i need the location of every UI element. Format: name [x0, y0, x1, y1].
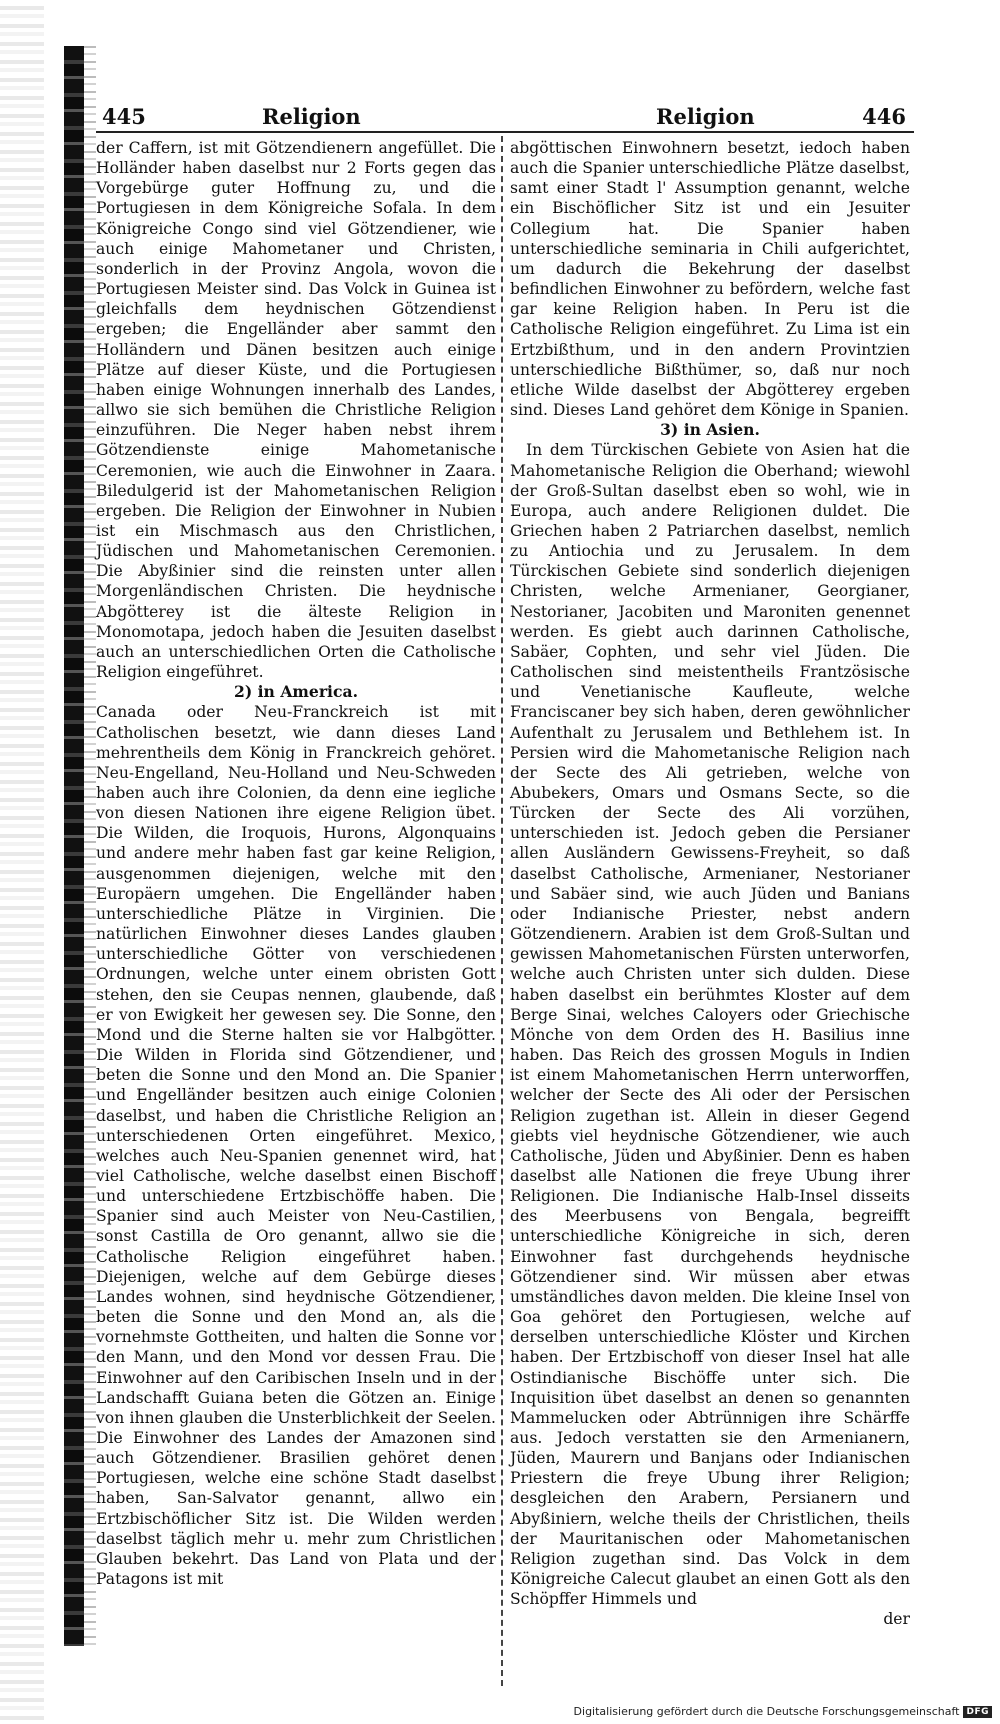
digitization-footer — [574, 1705, 992, 1718]
section-heading-america: 2) in America. — [233, 682, 359, 702]
right-paragraph-america: abgöttischen Einwohnern besetzt, iedoch haben auch die Spanier unterschiedliche Plätze daselbst, samt einer Stadt l' Assumption genannt, welche ein Bischöflicher Sitz ist und ein Jesuiter Collegium hat. Die Spanier haben unterschiedliche seminaria in Chili aufgerichtet, um dadurch die Bekehrung der daselbst befindlichen Einwohner zu befördern, welche fast gar keine Religion haben. In Peru ist die Catholische Religion eingeführet. Zu Lima ist ein Ertzbißthum, und in den andern Provintzien unterschiedliche Bißthümer, so, daß nur noch etliche Wilde daselbst der Abgötterey ergeben sind. Dieses Land gehöret dem Könige in Spanien. — [510, 139, 910, 420]
page-number-right: 446 — [862, 104, 906, 129]
dfg-logo: DFG — [963, 1706, 992, 1718]
running-title-right: Religion — [656, 104, 755, 129]
running-title-left: Religion — [262, 104, 361, 129]
footer-credit: Digitalisierung gefördert durch die Deutsche Forschungsgemeinschaft — [573, 1705, 960, 1718]
binding-spine — [64, 46, 84, 1646]
page-edge-shadow — [0, 0, 44, 1724]
left-paragraph-america: Canada oder Neu-Franckreich ist mit Catholischen besetzt, wie dann dieses Land mehrentheils dem König in Franckreich gehöret. Neu-Engelland, Neu-Holland und Neu-Schweden haben auch ihre Colonien, da denn eine iegliche von diesen Nationen ihre eigene Religion übet. Die Wilden, die Iroquois, Hurons, Algonquains und andere mehr haben fast gar keine Religion, ausgenommen diejenigen, welche mit den Europäern umgehen. Die Engelländer haben unterschiedliche Plätze in Virginien. Die natürlichen Einwohner dieses Landes glauben unterschiedliche Götter von verschiedenen Ordnungen, welche unter einem obristen Gott stehen, den sie Ceupas nennen, glaubende, daß er von Ewigkeit her gewesen sey. Die Sonne, den Mond und die Sterne halten sie vor Halbgötter. Die Wilden in Florida sind Götzendiener, und beten die Sonne und den Mond an. Die Spanier und Engelländer besitzen auch einige Colonien daselbst, und haben die Christliche Religion an unterschiedenen Orten eingeführet. Mexico, welches auch Neu-Spanien genennet wird, hat viel Catholische, welche daselbst einen Bischoff und unterschiedene Ertzbischöffe haben. Die Spanier sind auch Meister von Neu-Castilien, sonst Castilla de Oro genannt, allwo sie die Catholische Religion eingeführet haben. Diejenigen, welche auf dem Gebürge dieses Landes wohnen, sind heydnische Götzendiener, beten die Sonne und den Mond an, als die vornehmste Gottheiten, und halten die Sonne vor den Mann, und den Mond vor dessen Frau. Die Einwohner auf den Caribischen Inseln und in der Landschafft Guiana beten die Götzen an. Einige von ihnen glauben die Unsterblichkeit der Seelen. Die Einwohner des Landes der Amazonen sind auch Götzendiener. Brasilien gehöret denen Portugiesen, welche eine schöne Stadt daselbst haben, San-Salvator genannt, allwo ein Ertzbischöflicher Sitz ist. Die Wilden werden daselbst täglich mehr u. mehr zum Christlichen Glauben bekehrt. Das Land von Plata und der Patagons ist mit — [96, 703, 496, 1589]
right-column — [510, 138, 910, 1630]
binding-edge — [84, 46, 96, 1646]
column-divider — [501, 136, 503, 1686]
section-heading-asia: 3) in Asien. — [660, 420, 760, 440]
header-rule — [96, 131, 914, 133]
catchword: der — [883, 1610, 910, 1629]
page-number-left: 445 — [102, 104, 146, 129]
left-paragraph-africa: der Caffern, ist mit Götzendienern angefüllet. Die Holländer haben daselbst nur 2 Forts gegen das Vorgebürge guter Hoffnung zu, und die Portugiesen in dem Königreiche Sofala. In dem Königreiche Congo sind viel Götzendiener, wie auch einige Mahometaner und Christen, sonderlich in der Provinz Angola, wovon die Portugiesen Meister sind. Das Volck in Guinea ist gleichfalls dem heydnischen Götzendienst ergeben; die Engelländer aber sammt den Holländern und Dänen besitzen auch einige Plätze auf dieser Küste, und die Portugiesen haben einige Wohnungen innerhalb des Landes, allwo sie sich bemühen die Christliche Religion einzuführen. Die Neger haben nebst ihrem Götzendienste einige Mahometanische Ceremonien, wie auch die Einwohner in Zaara. Biledulgerid ist der Mahometanischen Religion ergeben. Die Religion der Einwohner in Nubien ist ein Mischmasch aus den Christlichen, Jüdischen und Mahometanischen Ceremonien. Die Abyßinier sind die reinsten unter allen Morgenländischen Christen. Die heydnische Abgötterey ist die älteste Religion in Monomotapa, jedoch haben die Jesuiten daselbst auch an unterschiedlichen Orten die Catholische Religion eingeführet. — [96, 139, 496, 682]
right-paragraph-asia: In dem Türckischen Gebiete von Asien hat die Mahometanische Religion die Oberhand; wiewohl der Groß-Sultan daselbst eben so wohl, wie in Europa, auch andere Religionen duldet. Die Griechen haben 2 Patriarchen daselbst, nemlich zu Antiochia und zu Jerusalem. In dem Türckischen Gebiete sind sonderlich diejenigen Christen, welche Armenianer, Georgianer, Nestorianer, Jacobiten und Maroniten genennet werden. Es giebt auch darinnen Catholische, Sabäer, Cophten, und sehr viel Jüden. Die Catholischen sind meistentheils Frantzösische und Venetianische Kaufleute, welche Franciscaner bey sich haben, deren gewöhnlicher Aufenthalt zu Jerusalem und Bethlehem ist. In Persien wird die Mahometanische Religion nach der Secte des Ali getrieben, welche von Abubekers, Omars und Osmans Secte, so die Türcken der Secte des Ali vorzühen, unterschieden ist. Jedoch geben die Persianer allen Ausländern Gewissens-Freyheit, so daß daselbst Catholische, Armenianer, Nestorianer und Sabäer sind, wie auch Jüden und Banians oder Indianische Priester, nebst andern Götzendienern. Arabien ist dem Groß-Sultan und gewissen Mahometanischen Fürsten unterworfen, welche auch Christen unter sich dulden. Diese haben daselbst ein berühmtes Kloster auf dem Berge Sinai, welches Caloyers oder Griechische Mönche von dem Orden des H. Basilius inne haben. Das Reich des grossen Moguls in Indien ist einem Mahometanischen Herrn unterworffen, welcher der Secte des Ali oder der Persischen Religion zugethan ist. Allein in dieser Gegend giebts viel heydnische Götzendiener, wie auch Catholische, Jüden und Abyßinier. Denn es haben daselbst alle Nationen die freye Ubung ihrer Religionen. Die Indianische Halb-Insel disseits des Meerbusens von Bengala, begreifft unterschiedliche Königreiche in sich, deren Einwohner fast durchgehends heydnische Götzendiener sind. Wir müssen aber etwas umständliches davon melden. Die kleine Insel von Goa gehöret den Portugiesen, welche auf derselben unterschiedliche Klöster und Kirchen haben. Der Ertzbischoff von dieser Insel hat alle Ostindianische Bischöffe unter sich. Die Inquisition übet daselbst an denen so genannten Mammelucken oder Abtrünnigen ihre Schärffe aus. Jedoch verstatten sie den Armenianern, Jüden, Maurern und Banjans oder Indianischen Priestern die freye Ubung ihrer Religion; desgleichen den Arabern, Persianern und Abyßiniern, welche theils der Christlichen, theils der Mauritanischen oder Mahometanischen Religion zugethan sind. Das Volck in dem Königreiche Calecut glaubet an einen Gott als den Schöpffer Himmels und — [510, 441, 910, 1609]
running-header — [96, 104, 910, 130]
left-column — [96, 138, 496, 1589]
